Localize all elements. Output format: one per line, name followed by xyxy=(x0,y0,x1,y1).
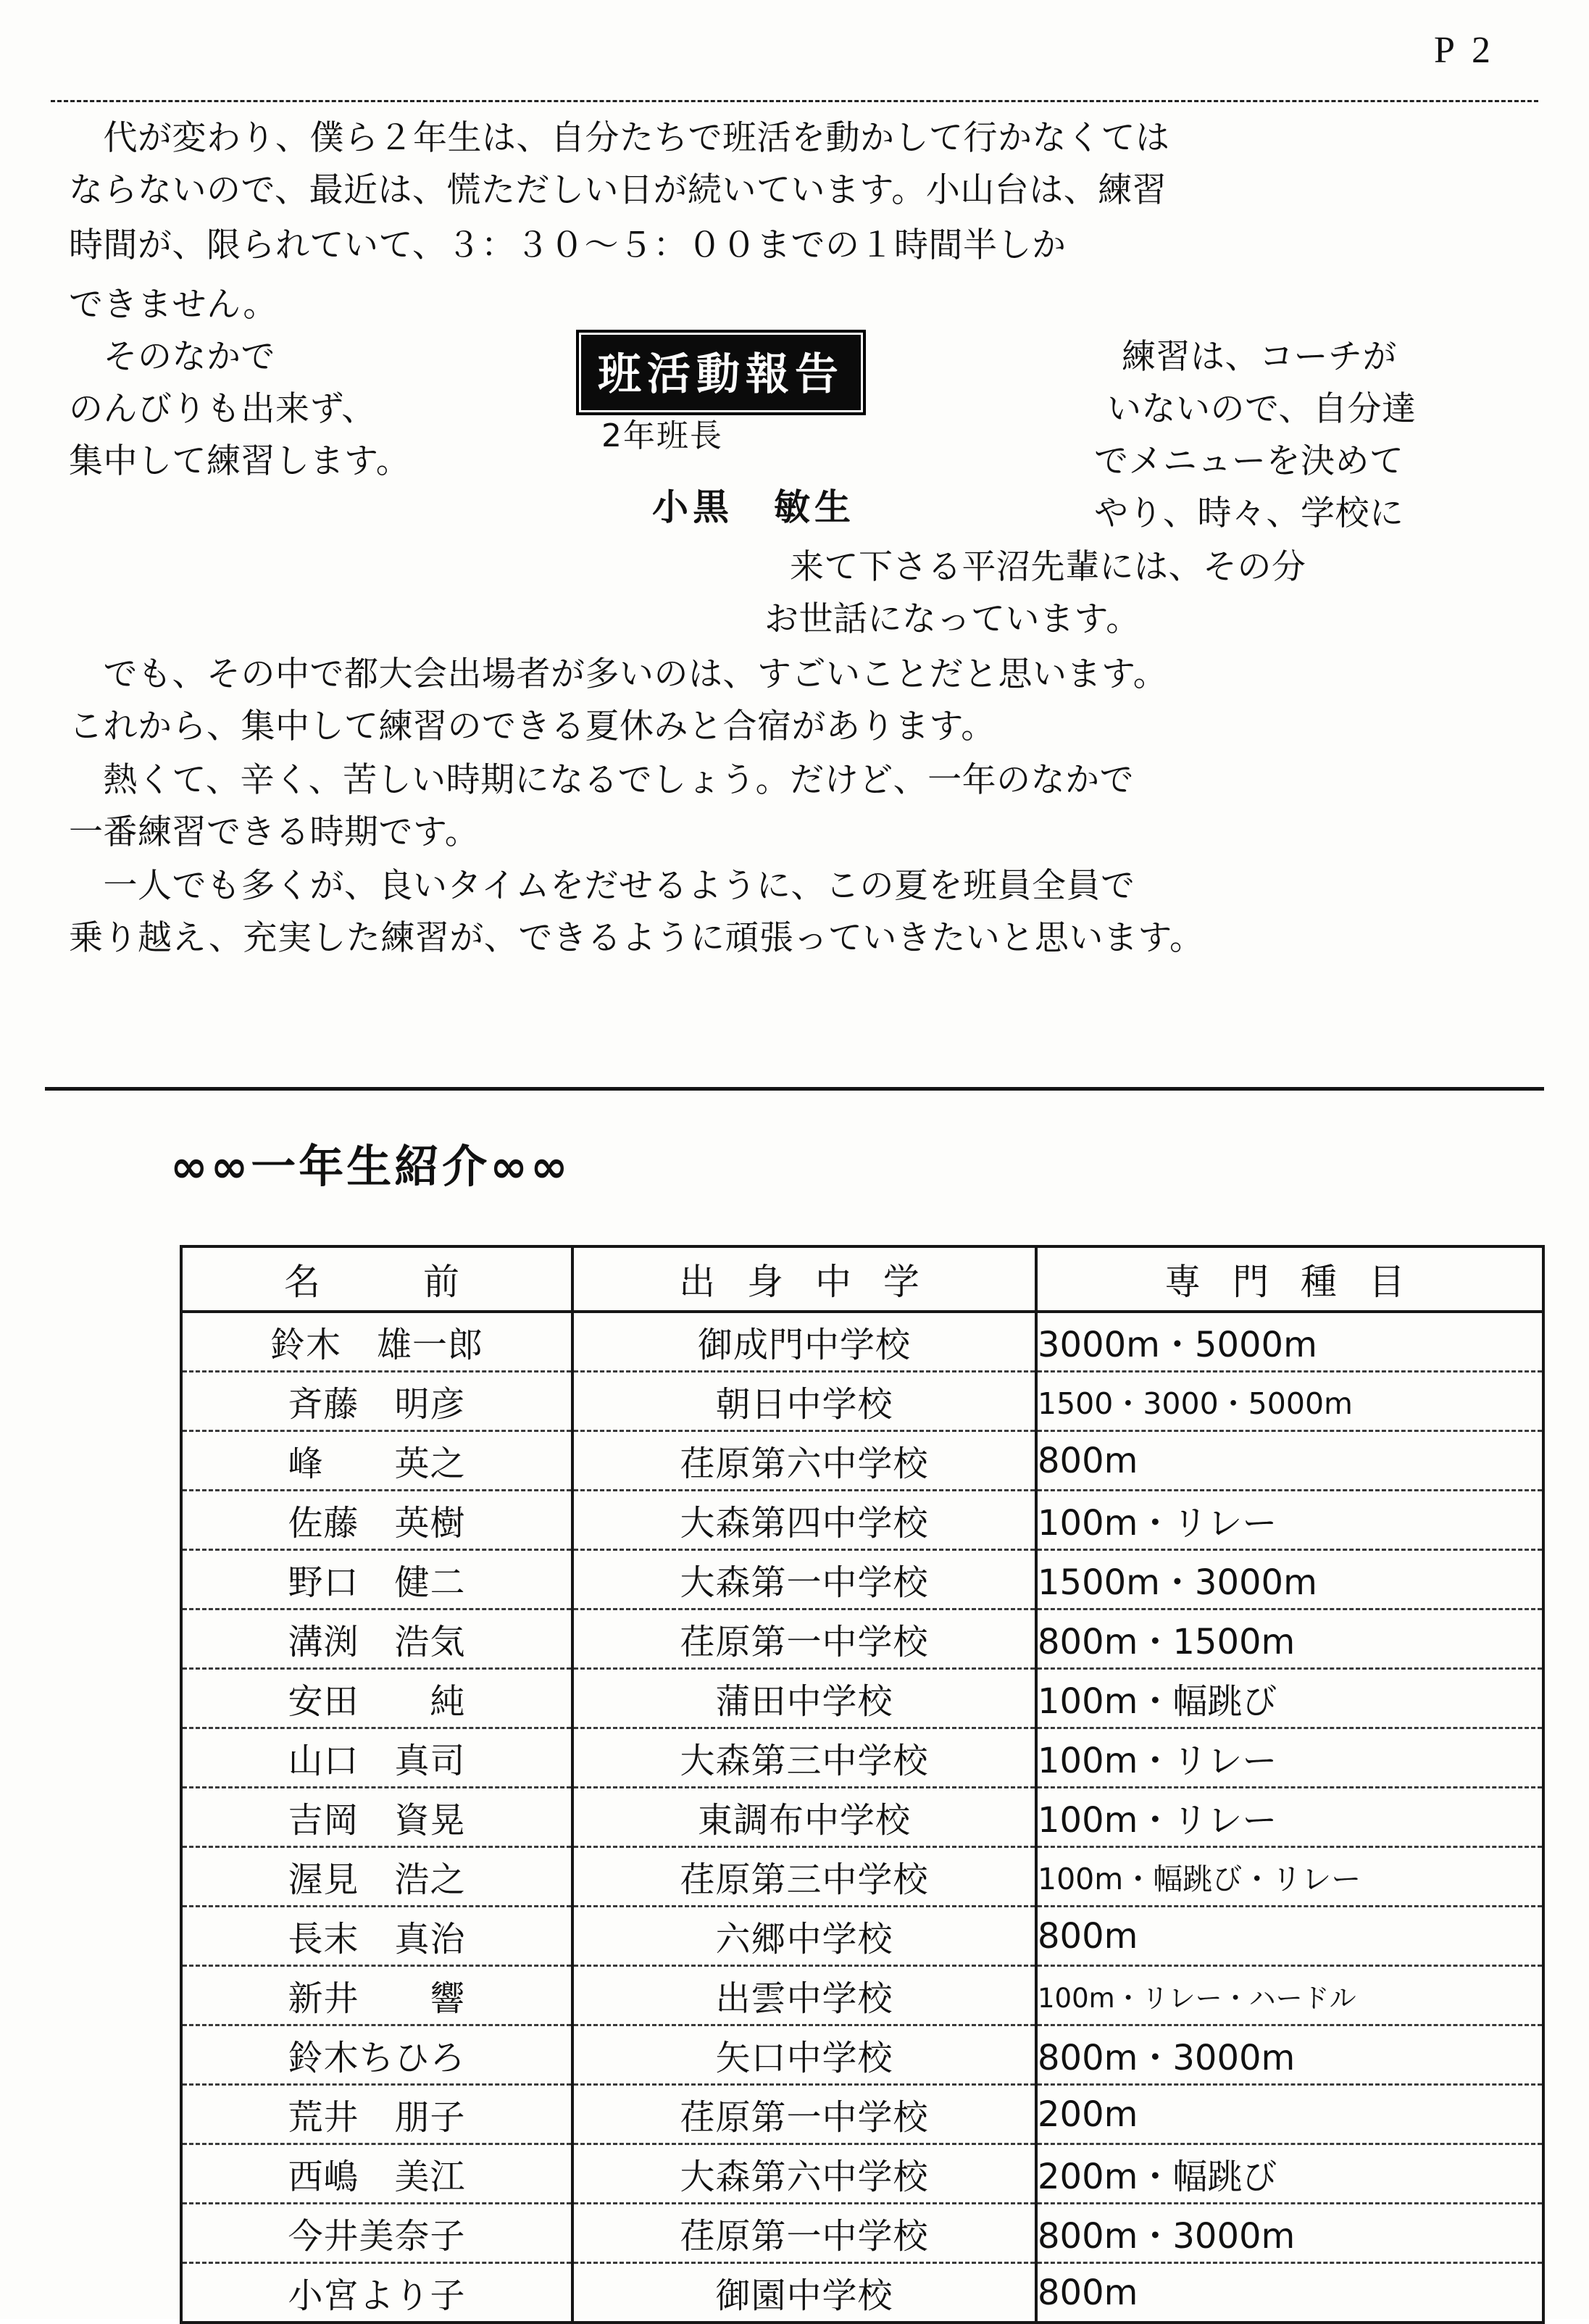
cell-event: 200m xyxy=(1036,2085,1543,2144)
cell-event: 1500・3000・5000m xyxy=(1036,1372,1543,1431)
cell-name: 溝渕 浩気 xyxy=(181,1609,572,1669)
cell-school: 蒲田中学校 xyxy=(572,1669,1036,1728)
cell-school: 荏原第一中学校 xyxy=(572,2204,1036,2263)
table-row xyxy=(181,1847,1543,1907)
roster-table xyxy=(180,1245,1545,2324)
cell-name: 長末 真治 xyxy=(181,1907,572,1966)
cell-name: 鈴木ちひろ xyxy=(181,2025,572,2085)
article-line: でも、その中で都大会出場者が多いのは、すごいことだと思います。 xyxy=(69,654,1168,694)
article-line: そのなかで xyxy=(69,337,275,377)
cell-event: 3000m・5000m xyxy=(1036,1312,1543,1372)
cell-school: 御成門中学校 xyxy=(572,1312,1036,1372)
roster-table-wrap xyxy=(180,1245,1542,2324)
cell-name: 渥見 浩之 xyxy=(181,1847,572,1907)
article-line: 一番練習できる時期です。 xyxy=(69,812,480,852)
article-line: ならないので、最近は、慌ただしい日が続いています。小山台は、練習 xyxy=(69,170,1167,210)
top-divider xyxy=(51,100,1538,102)
column-header-school: 出 身 中 学 xyxy=(572,1246,1036,1312)
table-row xyxy=(181,1550,1543,1609)
article-line: できません。 xyxy=(69,285,278,325)
article-line: お世話になっています。 xyxy=(764,599,1140,639)
article-line: 来て下さる平沼先輩には、その分 xyxy=(790,547,1306,587)
table-row xyxy=(181,1372,1543,1431)
cell-school: 御園中学校 xyxy=(572,2263,1036,2323)
cell-event: 100m・幅跳び・リレー xyxy=(1036,1847,1543,1907)
cell-name: 鈴木 雄一郎 xyxy=(181,1312,572,1372)
table-row xyxy=(181,2085,1543,2144)
cell-name: 吉岡 資晃 xyxy=(181,1788,572,1847)
table-row xyxy=(181,1609,1543,1669)
article-line: これから、集中して練習のできる夏休みと合宿があります。 xyxy=(69,707,996,746)
article-line: 時間が、限られていて、３：３０〜５：００までの１時間半しか xyxy=(69,225,1067,265)
cell-school: 大森第四中学校 xyxy=(572,1491,1036,1550)
table-header-row xyxy=(181,1246,1543,1312)
cell-name: 西嶋 美江 xyxy=(181,2144,572,2204)
cell-event: 100m・リレー xyxy=(1036,1788,1543,1847)
article-line: 一人でも多くが、良いタイムをだせるように、この夏を班員全員で xyxy=(69,866,1135,906)
cell-event: 100m・リレー xyxy=(1036,1491,1543,1550)
table-row xyxy=(181,1966,1543,2025)
article-line: のんびりも出来ず、 xyxy=(69,389,376,429)
cell-school: 荏原第一中学校 xyxy=(572,2085,1036,2144)
article-line: 練習は、コーチが xyxy=(1122,337,1397,377)
page-number: P 2 xyxy=(1434,30,1495,71)
table-row xyxy=(181,1431,1543,1491)
cell-school: 出雲中学校 xyxy=(572,1966,1036,2025)
cell-name: 新井 響 xyxy=(181,1966,572,2025)
byline-role: 2年班長 xyxy=(601,417,723,454)
article-line: いないので、自分達 xyxy=(1107,389,1417,429)
cell-event: 100m・リレー xyxy=(1036,1728,1543,1788)
cell-school: 荏原第六中学校 xyxy=(572,1431,1036,1491)
table-row xyxy=(181,1907,1543,1966)
cell-name: 野口 健二 xyxy=(181,1550,572,1609)
cell-school: 矢口中学校 xyxy=(572,2025,1036,2085)
cell-school: 東調布中学校 xyxy=(572,1788,1036,1847)
table-row xyxy=(181,1728,1543,1788)
cell-event: 800m xyxy=(1036,2263,1543,2323)
table-row xyxy=(181,1491,1543,1550)
cell-event: 200m・幅跳び xyxy=(1036,2144,1543,2204)
article-headline: 班活動報告 xyxy=(576,330,866,415)
section-divider xyxy=(45,1087,1544,1091)
cell-name: 安田 純 xyxy=(181,1669,572,1728)
cell-name: 山口 真司 xyxy=(181,1728,572,1788)
cell-event: 800m・3000m xyxy=(1036,2025,1543,2085)
cell-event: 800m xyxy=(1036,1907,1543,1966)
article-line: 集中して練習します。 xyxy=(69,441,411,481)
cell-event: 800m・3000m xyxy=(1036,2204,1543,2263)
table-row xyxy=(181,1312,1543,1372)
table-row xyxy=(181,2144,1543,2204)
cell-event: 1500m・3000m xyxy=(1036,1550,1543,1609)
article-line: 乗り越え、充実した練習が、できるように頑張っていきたいと思います。 xyxy=(69,918,1204,958)
cell-school: 荏原第三中学校 xyxy=(572,1847,1036,1907)
table-row xyxy=(181,1669,1543,1728)
table-row xyxy=(181,2025,1543,2085)
table-row xyxy=(181,2263,1543,2323)
column-header-event: 専 門 種 目 xyxy=(1036,1246,1543,1312)
cell-event: 100m・幅跳び xyxy=(1036,1669,1543,1728)
article-line: やり、時々、学校に xyxy=(1094,493,1404,533)
column-header-name: 名 前 xyxy=(181,1246,572,1312)
section-title: ∞∞一年生紹介∞∞ xyxy=(170,1140,571,1193)
cell-name: 斉藤 明彦 xyxy=(181,1372,572,1431)
cell-name: 峰 英之 xyxy=(181,1431,572,1491)
cell-school: 大森第六中学校 xyxy=(572,2144,1036,2204)
table-row xyxy=(181,2204,1543,2263)
cell-event: 800m xyxy=(1036,1431,1543,1491)
article-line: でメニューを決めて xyxy=(1094,441,1404,481)
cell-event: 100m・リレー・ハードル xyxy=(1036,1966,1543,2025)
cell-school: 荏原第一中学校 xyxy=(572,1609,1036,1669)
cell-school: 大森第一中学校 xyxy=(572,1550,1036,1609)
cell-school: 大森第三中学校 xyxy=(572,1728,1036,1788)
cell-name: 小宮より子 xyxy=(181,2263,572,2323)
article-line: 熱くて、辛く、苦しい時期になるでしょう。だけど、一年のなかで xyxy=(69,760,1135,800)
article-line: 代が変わり、僕ら２年生は、自分たちで班活を動かして行かなくては xyxy=(69,118,1170,158)
cell-name: 荒井 朋子 xyxy=(181,2085,572,2144)
cell-school: 六郷中学校 xyxy=(572,1907,1036,1966)
table-row xyxy=(181,1788,1543,1847)
cell-school: 朝日中学校 xyxy=(572,1372,1036,1431)
byline-name: 小黒 敏生 xyxy=(652,486,855,528)
cell-name: 今井美奈子 xyxy=(181,2204,572,2263)
cell-name: 佐藤 英樹 xyxy=(181,1491,572,1550)
cell-event: 800m・1500m xyxy=(1036,1609,1543,1669)
